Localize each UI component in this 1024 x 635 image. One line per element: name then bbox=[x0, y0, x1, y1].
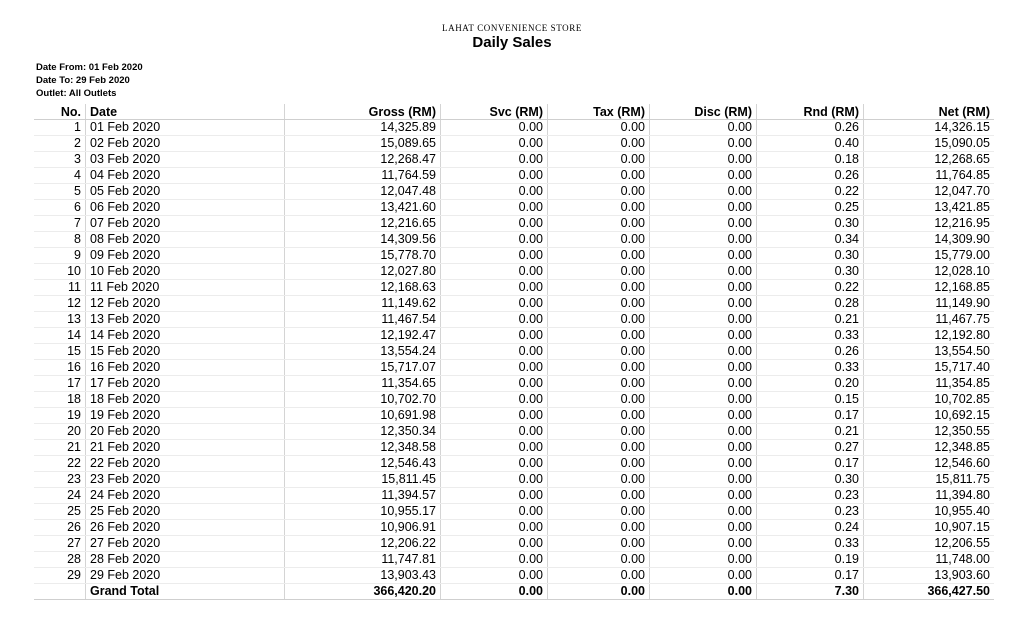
row-rnd-cell: 0.17 bbox=[757, 408, 864, 424]
row-no-cell: 25 bbox=[34, 504, 86, 520]
row-disc-cell: 0.00 bbox=[650, 424, 757, 440]
table-row bbox=[34, 392, 994, 408]
row-disc-cell: 0.00 bbox=[650, 216, 757, 232]
row-no-cell: 9 bbox=[34, 248, 86, 264]
row-tax-cell: 0.00 bbox=[548, 136, 650, 152]
table-row bbox=[34, 408, 994, 424]
row-rnd-cell: 0.30 bbox=[757, 216, 864, 232]
row-tax-cell: 0.00 bbox=[548, 456, 650, 472]
row-svc-cell: 0.00 bbox=[441, 440, 548, 456]
table-row bbox=[34, 568, 994, 584]
row-tax-cell: 0.00 bbox=[548, 184, 650, 200]
row-date-cell: 03 Feb 2020 bbox=[86, 152, 285, 168]
row-no-cell: 20 bbox=[34, 424, 86, 440]
row-gross-cell: 11,764.59 bbox=[285, 168, 441, 184]
row-tax-cell: 0.00 bbox=[548, 168, 650, 184]
row-net-cell: 10,955.40 bbox=[864, 504, 995, 520]
row-gross-cell: 15,089.65 bbox=[285, 136, 441, 152]
row-no-cell: 17 bbox=[34, 376, 86, 392]
row-no-cell: 7 bbox=[34, 216, 86, 232]
header-gross: Gross (RM) bbox=[285, 104, 441, 120]
row-no-cell: 13 bbox=[34, 312, 86, 328]
row-tax-cell: 0.00 bbox=[548, 200, 650, 216]
row-rnd-cell: 0.21 bbox=[757, 424, 864, 440]
row-net-cell: 11,354.85 bbox=[864, 376, 995, 392]
row-gross-cell: 14,309.56 bbox=[285, 232, 441, 248]
table-row bbox=[34, 360, 994, 376]
row-tax-cell: 0.00 bbox=[548, 536, 650, 552]
row-svc-cell: 0.00 bbox=[441, 360, 548, 376]
row-gross-cell: 12,216.65 bbox=[285, 216, 441, 232]
row-gross-cell: 12,350.34 bbox=[285, 424, 441, 440]
row-rnd-cell: 0.25 bbox=[757, 200, 864, 216]
row-no-cell: 18 bbox=[34, 392, 86, 408]
store-name: LAHAT CONVENIENCE STORE bbox=[442, 23, 582, 33]
row-date-cell: 12 Feb 2020 bbox=[86, 296, 285, 312]
row-net-cell: 11,394.80 bbox=[864, 488, 995, 504]
row-disc-cell: 0.00 bbox=[650, 456, 757, 472]
table-row bbox=[34, 136, 994, 152]
row-tax-cell: 0.00 bbox=[548, 264, 650, 280]
row-no-cell: 19 bbox=[34, 408, 86, 424]
row-disc-cell: 0.00 bbox=[650, 392, 757, 408]
row-gross-cell: 13,421.60 bbox=[285, 200, 441, 216]
row-rnd-cell: 0.22 bbox=[757, 184, 864, 200]
row-svc-cell: 0.00 bbox=[441, 168, 548, 184]
row-tax-cell: 0.00 bbox=[548, 504, 650, 520]
row-net-cell: 12,348.85 bbox=[864, 440, 995, 456]
report-title: Daily Sales bbox=[472, 34, 552, 51]
row-date-cell: 23 Feb 2020 bbox=[86, 472, 285, 488]
row-date-cell: 01 Feb 2020 bbox=[86, 120, 285, 136]
row-svc-cell: 0.00 bbox=[441, 312, 548, 328]
table-row bbox=[34, 248, 994, 264]
total-gross-cell: 366,420.20 bbox=[285, 584, 441, 600]
row-date-cell: 14 Feb 2020 bbox=[86, 328, 285, 344]
row-net-cell: 15,090.05 bbox=[864, 136, 995, 152]
row-rnd-cell: 0.30 bbox=[757, 248, 864, 264]
row-disc-cell: 0.00 bbox=[650, 296, 757, 312]
table-body bbox=[34, 120, 994, 584]
row-svc-cell: 0.00 bbox=[441, 552, 548, 568]
table-row bbox=[34, 152, 994, 168]
row-no-cell: 16 bbox=[34, 360, 86, 376]
row-net-cell: 12,206.55 bbox=[864, 536, 995, 552]
row-no-cell: 28 bbox=[34, 552, 86, 568]
row-rnd-cell: 0.24 bbox=[757, 520, 864, 536]
row-rnd-cell: 0.26 bbox=[757, 168, 864, 184]
row-svc-cell: 0.00 bbox=[441, 232, 548, 248]
row-gross-cell: 11,394.57 bbox=[285, 488, 441, 504]
row-svc-cell: 0.00 bbox=[441, 200, 548, 216]
total-svc-cell: 0.00 bbox=[441, 584, 548, 600]
header-rnd: Rnd (RM) bbox=[757, 104, 864, 120]
row-gross-cell: 13,903.43 bbox=[285, 568, 441, 584]
table-row bbox=[34, 120, 994, 136]
table-row bbox=[34, 216, 994, 232]
row-date-cell: 25 Feb 2020 bbox=[86, 504, 285, 520]
row-date-cell: 06 Feb 2020 bbox=[86, 200, 285, 216]
row-net-cell: 13,554.50 bbox=[864, 344, 995, 360]
row-date-cell: 04 Feb 2020 bbox=[86, 168, 285, 184]
row-gross-cell: 15,811.45 bbox=[285, 472, 441, 488]
row-gross-cell: 10,702.70 bbox=[285, 392, 441, 408]
row-gross-cell: 12,348.58 bbox=[285, 440, 441, 456]
row-svc-cell: 0.00 bbox=[441, 408, 548, 424]
row-gross-cell: 12,546.43 bbox=[285, 456, 441, 472]
total-net-cell: 366,427.50 bbox=[864, 584, 995, 600]
row-no-cell: 2 bbox=[34, 136, 86, 152]
row-tax-cell: 0.00 bbox=[548, 552, 650, 568]
row-net-cell: 10,692.15 bbox=[864, 408, 995, 424]
row-tax-cell: 0.00 bbox=[548, 488, 650, 504]
row-net-cell: 11,764.85 bbox=[864, 168, 995, 184]
row-net-cell: 12,216.95 bbox=[864, 216, 995, 232]
grand-total-row bbox=[34, 584, 994, 600]
row-rnd-cell: 0.20 bbox=[757, 376, 864, 392]
row-gross-cell: 10,955.17 bbox=[285, 504, 441, 520]
daily-sales-table bbox=[34, 104, 994, 600]
row-tax-cell: 0.00 bbox=[548, 248, 650, 264]
row-disc-cell: 0.00 bbox=[650, 440, 757, 456]
row-no-cell: 26 bbox=[34, 520, 86, 536]
row-date-cell: 09 Feb 2020 bbox=[86, 248, 285, 264]
row-rnd-cell: 0.15 bbox=[757, 392, 864, 408]
row-gross-cell: 12,268.47 bbox=[285, 152, 441, 168]
row-gross-cell: 10,906.91 bbox=[285, 520, 441, 536]
row-tax-cell: 0.00 bbox=[548, 408, 650, 424]
row-disc-cell: 0.00 bbox=[650, 200, 757, 216]
row-rnd-cell: 0.23 bbox=[757, 504, 864, 520]
row-svc-cell: 0.00 bbox=[441, 456, 548, 472]
row-disc-cell: 0.00 bbox=[650, 152, 757, 168]
row-rnd-cell: 0.21 bbox=[757, 312, 864, 328]
table-header-row bbox=[34, 104, 994, 120]
row-disc-cell: 0.00 bbox=[650, 280, 757, 296]
row-svc-cell: 0.00 bbox=[441, 536, 548, 552]
table-row bbox=[34, 376, 994, 392]
row-net-cell: 10,702.85 bbox=[864, 392, 995, 408]
row-no-cell: 22 bbox=[34, 456, 86, 472]
row-net-cell: 12,268.65 bbox=[864, 152, 995, 168]
row-date-cell: 20 Feb 2020 bbox=[86, 424, 285, 440]
table-row bbox=[34, 280, 994, 296]
row-disc-cell: 0.00 bbox=[650, 408, 757, 424]
table-row bbox=[34, 536, 994, 552]
row-rnd-cell: 0.28 bbox=[757, 296, 864, 312]
row-net-cell: 15,779.00 bbox=[864, 248, 995, 264]
row-svc-cell: 0.00 bbox=[441, 328, 548, 344]
row-tax-cell: 0.00 bbox=[548, 376, 650, 392]
row-disc-cell: 0.00 bbox=[650, 120, 757, 136]
row-gross-cell: 11,467.54 bbox=[285, 312, 441, 328]
row-net-cell: 12,028.10 bbox=[864, 264, 995, 280]
row-tax-cell: 0.00 bbox=[548, 440, 650, 456]
row-rnd-cell: 0.19 bbox=[757, 552, 864, 568]
row-net-cell: 11,467.75 bbox=[864, 312, 995, 328]
row-gross-cell: 12,047.48 bbox=[285, 184, 441, 200]
row-svc-cell: 0.00 bbox=[441, 344, 548, 360]
row-date-cell: 29 Feb 2020 bbox=[86, 568, 285, 584]
row-net-cell: 12,168.85 bbox=[864, 280, 995, 296]
table-row bbox=[34, 504, 994, 520]
row-date-cell: 18 Feb 2020 bbox=[86, 392, 285, 408]
table-row bbox=[34, 312, 994, 328]
table-row bbox=[34, 520, 994, 536]
row-tax-cell: 0.00 bbox=[548, 328, 650, 344]
row-no-cell: 29 bbox=[34, 568, 86, 584]
row-rnd-cell: 0.34 bbox=[757, 232, 864, 248]
header-net: Net (RM) bbox=[864, 104, 995, 120]
row-no-cell: 24 bbox=[34, 488, 86, 504]
table-row bbox=[34, 296, 994, 312]
row-no-cell: 11 bbox=[34, 280, 86, 296]
row-no-cell: 21 bbox=[34, 440, 86, 456]
row-disc-cell: 0.00 bbox=[650, 264, 757, 280]
row-rnd-cell: 0.17 bbox=[757, 568, 864, 584]
row-date-cell: 13 Feb 2020 bbox=[86, 312, 285, 328]
row-no-cell: 5 bbox=[34, 184, 86, 200]
header-svc: Svc (RM) bbox=[441, 104, 548, 120]
row-date-cell: 27 Feb 2020 bbox=[86, 536, 285, 552]
table-row bbox=[34, 200, 994, 216]
row-date-cell: 26 Feb 2020 bbox=[86, 520, 285, 536]
row-tax-cell: 0.00 bbox=[548, 360, 650, 376]
total-rnd-cell: 7.30 bbox=[757, 584, 864, 600]
row-gross-cell: 12,027.80 bbox=[285, 264, 441, 280]
row-disc-cell: 0.00 bbox=[650, 472, 757, 488]
row-tax-cell: 0.00 bbox=[548, 344, 650, 360]
row-disc-cell: 0.00 bbox=[650, 184, 757, 200]
header-date: Date bbox=[86, 104, 285, 120]
table-row bbox=[34, 168, 994, 184]
row-no-cell: 10 bbox=[34, 264, 86, 280]
outlet-label: Outlet: All Outlets bbox=[36, 88, 117, 99]
row-svc-cell: 0.00 bbox=[441, 248, 548, 264]
row-tax-cell: 0.00 bbox=[548, 280, 650, 296]
row-net-cell: 11,149.90 bbox=[864, 296, 995, 312]
row-svc-cell: 0.00 bbox=[441, 488, 548, 504]
row-disc-cell: 0.00 bbox=[650, 232, 757, 248]
row-svc-cell: 0.00 bbox=[441, 264, 548, 280]
row-gross-cell: 14,325.89 bbox=[285, 120, 441, 136]
row-net-cell: 14,326.15 bbox=[864, 120, 995, 136]
row-net-cell: 14,309.90 bbox=[864, 232, 995, 248]
row-net-cell: 13,421.85 bbox=[864, 200, 995, 216]
row-net-cell: 15,811.75 bbox=[864, 472, 995, 488]
row-date-cell: 08 Feb 2020 bbox=[86, 232, 285, 248]
row-rnd-cell: 0.17 bbox=[757, 456, 864, 472]
row-svc-cell: 0.00 bbox=[441, 216, 548, 232]
row-disc-cell: 0.00 bbox=[650, 552, 757, 568]
row-disc-cell: 0.00 bbox=[650, 328, 757, 344]
row-date-cell: 17 Feb 2020 bbox=[86, 376, 285, 392]
row-disc-cell: 0.00 bbox=[650, 312, 757, 328]
total-disc-cell: 0.00 bbox=[650, 584, 757, 600]
row-net-cell: 12,047.70 bbox=[864, 184, 995, 200]
row-disc-cell: 0.00 bbox=[650, 360, 757, 376]
row-date-cell: 22 Feb 2020 bbox=[86, 456, 285, 472]
row-svc-cell: 0.00 bbox=[441, 280, 548, 296]
row-date-cell: 16 Feb 2020 bbox=[86, 360, 285, 376]
row-no-cell: 14 bbox=[34, 328, 86, 344]
row-disc-cell: 0.00 bbox=[650, 168, 757, 184]
row-date-cell: 07 Feb 2020 bbox=[86, 216, 285, 232]
row-tax-cell: 0.00 bbox=[548, 216, 650, 232]
row-net-cell: 12,350.55 bbox=[864, 424, 995, 440]
row-gross-cell: 10,691.98 bbox=[285, 408, 441, 424]
row-no-cell: 12 bbox=[34, 296, 86, 312]
row-net-cell: 12,546.60 bbox=[864, 456, 995, 472]
row-no-cell: 3 bbox=[34, 152, 86, 168]
table-row bbox=[34, 344, 994, 360]
row-tax-cell: 0.00 bbox=[548, 152, 650, 168]
date-from-label: Date From: 01 Feb 2020 bbox=[36, 62, 143, 73]
row-svc-cell: 0.00 bbox=[441, 392, 548, 408]
row-disc-cell: 0.00 bbox=[650, 520, 757, 536]
row-svc-cell: 0.00 bbox=[441, 568, 548, 584]
row-date-cell: 02 Feb 2020 bbox=[86, 136, 285, 152]
row-rnd-cell: 0.22 bbox=[757, 280, 864, 296]
row-net-cell: 12,192.80 bbox=[864, 328, 995, 344]
table-row bbox=[34, 488, 994, 504]
row-no-cell: 8 bbox=[34, 232, 86, 248]
row-date-cell: 10 Feb 2020 bbox=[86, 264, 285, 280]
row-gross-cell: 12,192.47 bbox=[285, 328, 441, 344]
row-svc-cell: 0.00 bbox=[441, 296, 548, 312]
row-disc-cell: 0.00 bbox=[650, 488, 757, 504]
date-to-label: Date To: 29 Feb 2020 bbox=[36, 75, 130, 86]
row-gross-cell: 12,168.63 bbox=[285, 280, 441, 296]
row-gross-cell: 15,778.70 bbox=[285, 248, 441, 264]
row-tax-cell: 0.00 bbox=[548, 296, 650, 312]
row-no-cell: 27 bbox=[34, 536, 86, 552]
total-no-cell bbox=[34, 584, 86, 600]
row-tax-cell: 0.00 bbox=[548, 424, 650, 440]
row-rnd-cell: 0.18 bbox=[757, 152, 864, 168]
table-row bbox=[34, 456, 994, 472]
table-row bbox=[34, 424, 994, 440]
row-disc-cell: 0.00 bbox=[650, 376, 757, 392]
row-date-cell: 05 Feb 2020 bbox=[86, 184, 285, 200]
row-gross-cell: 11,747.81 bbox=[285, 552, 441, 568]
row-gross-cell: 13,554.24 bbox=[285, 344, 441, 360]
table-row bbox=[34, 184, 994, 200]
header-disc: Disc (RM) bbox=[650, 104, 757, 120]
row-no-cell: 23 bbox=[34, 472, 86, 488]
row-net-cell: 15,717.40 bbox=[864, 360, 995, 376]
row-date-cell: 28 Feb 2020 bbox=[86, 552, 285, 568]
row-net-cell: 10,907.15 bbox=[864, 520, 995, 536]
row-rnd-cell: 0.27 bbox=[757, 440, 864, 456]
row-svc-cell: 0.00 bbox=[441, 520, 548, 536]
row-svc-cell: 0.00 bbox=[441, 120, 548, 136]
total-label-cell: Grand Total bbox=[86, 584, 285, 600]
row-tax-cell: 0.00 bbox=[548, 520, 650, 536]
row-gross-cell: 15,717.07 bbox=[285, 360, 441, 376]
row-svc-cell: 0.00 bbox=[441, 152, 548, 168]
table-row bbox=[34, 552, 994, 568]
row-svc-cell: 0.00 bbox=[441, 424, 548, 440]
row-svc-cell: 0.00 bbox=[441, 376, 548, 392]
row-tax-cell: 0.00 bbox=[548, 312, 650, 328]
row-rnd-cell: 0.40 bbox=[757, 136, 864, 152]
row-disc-cell: 0.00 bbox=[650, 536, 757, 552]
row-rnd-cell: 0.33 bbox=[757, 536, 864, 552]
table-row bbox=[34, 440, 994, 456]
row-disc-cell: 0.00 bbox=[650, 504, 757, 520]
row-date-cell: 15 Feb 2020 bbox=[86, 344, 285, 360]
total-tax-cell: 0.00 bbox=[548, 584, 650, 600]
row-disc-cell: 0.00 bbox=[650, 248, 757, 264]
row-tax-cell: 0.00 bbox=[548, 120, 650, 136]
row-rnd-cell: 0.33 bbox=[757, 360, 864, 376]
header-tax: Tax (RM) bbox=[548, 104, 650, 120]
row-rnd-cell: 0.26 bbox=[757, 120, 864, 136]
table-row bbox=[34, 264, 994, 280]
row-tax-cell: 0.00 bbox=[548, 472, 650, 488]
row-rnd-cell: 0.30 bbox=[757, 472, 864, 488]
row-gross-cell: 12,206.22 bbox=[285, 536, 441, 552]
row-no-cell: 6 bbox=[34, 200, 86, 216]
row-disc-cell: 0.00 bbox=[650, 136, 757, 152]
row-no-cell: 1 bbox=[34, 120, 86, 136]
table-row bbox=[34, 328, 994, 344]
row-date-cell: 21 Feb 2020 bbox=[86, 440, 285, 456]
row-date-cell: 11 Feb 2020 bbox=[86, 280, 285, 296]
row-tax-cell: 0.00 bbox=[548, 568, 650, 584]
row-net-cell: 13,903.60 bbox=[864, 568, 995, 584]
row-rnd-cell: 0.23 bbox=[757, 488, 864, 504]
table-row bbox=[34, 232, 994, 248]
row-svc-cell: 0.00 bbox=[441, 136, 548, 152]
row-date-cell: 24 Feb 2020 bbox=[86, 488, 285, 504]
header-no: No. bbox=[34, 104, 86, 120]
table-row bbox=[34, 472, 994, 488]
row-gross-cell: 11,354.65 bbox=[285, 376, 441, 392]
row-date-cell: 19 Feb 2020 bbox=[86, 408, 285, 424]
row-svc-cell: 0.00 bbox=[441, 472, 548, 488]
row-tax-cell: 0.00 bbox=[548, 232, 650, 248]
row-svc-cell: 0.00 bbox=[441, 184, 548, 200]
row-rnd-cell: 0.30 bbox=[757, 264, 864, 280]
row-disc-cell: 0.00 bbox=[650, 568, 757, 584]
row-net-cell: 11,748.00 bbox=[864, 552, 995, 568]
row-no-cell: 4 bbox=[34, 168, 86, 184]
row-gross-cell: 11,149.62 bbox=[285, 296, 441, 312]
row-rnd-cell: 0.33 bbox=[757, 328, 864, 344]
row-disc-cell: 0.00 bbox=[650, 344, 757, 360]
row-no-cell: 15 bbox=[34, 344, 86, 360]
row-rnd-cell: 0.26 bbox=[757, 344, 864, 360]
row-tax-cell: 0.00 bbox=[548, 392, 650, 408]
row-svc-cell: 0.00 bbox=[441, 504, 548, 520]
